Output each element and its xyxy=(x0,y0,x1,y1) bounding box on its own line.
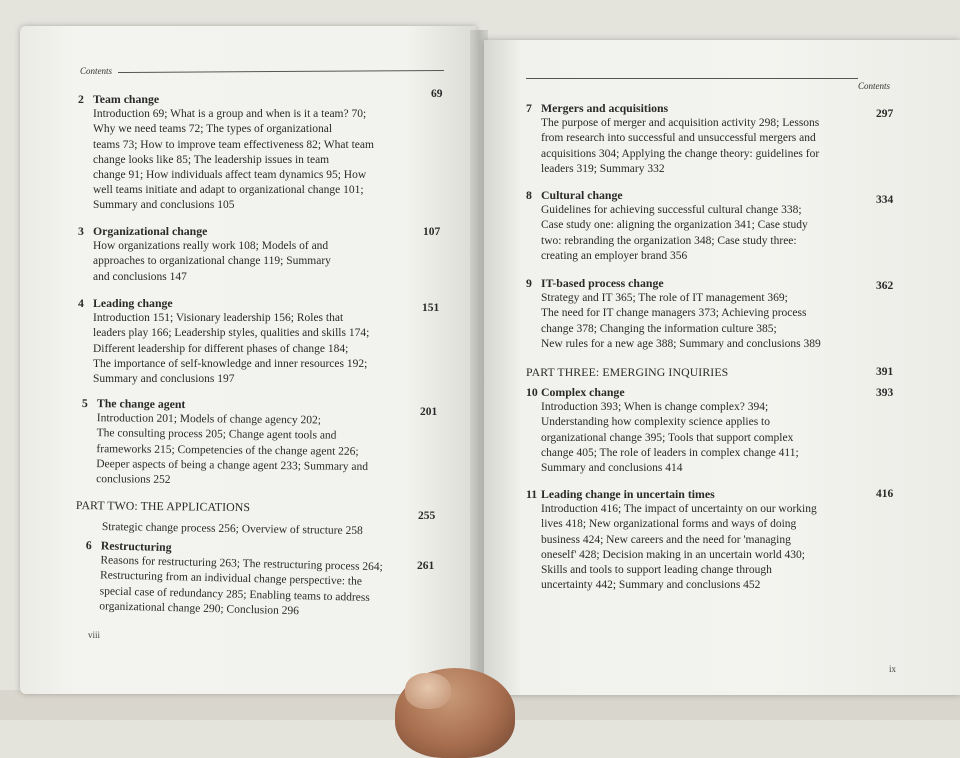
page-number: 334 xyxy=(876,194,894,206)
entry-line: teams 73; How to improve team effectiveness 82; What team xyxy=(93,138,374,151)
toc-entry-2 xyxy=(78,92,418,214)
entry-line: business 424; New careers and the need for 'managing xyxy=(541,533,791,546)
entry-line: Guidelines for achieving successful cultural change 338; xyxy=(541,204,802,217)
entry-line: Introduction 151; Visionary leadership 156; Roles that xyxy=(93,312,344,325)
entry-line: change 91; How individuals affect team dynamics 95; How xyxy=(93,169,367,182)
page-number: 297 xyxy=(876,108,894,120)
entry-line: Summary and conclusions 105 xyxy=(93,199,235,212)
toc-entry-11 xyxy=(526,487,876,593)
toc-entry-10 xyxy=(526,385,871,476)
toc-entry-4 xyxy=(78,296,428,387)
toc-entry-9 xyxy=(526,276,876,352)
toc-entry-7 xyxy=(526,101,871,177)
entry-line: change 378; Changing the information culture 385; xyxy=(541,322,777,335)
page-number: 151 xyxy=(422,302,440,314)
page-number: 391 xyxy=(876,366,894,378)
entry-line: Deeper aspects of being a change agent 233; Summary and xyxy=(96,457,369,473)
entry-line: organizational change 395; Tools that support complex xyxy=(541,431,794,444)
left-page xyxy=(20,26,476,694)
chapter-title[interactable]: Team change xyxy=(93,92,160,106)
entry-line: Understanding how complexity science applies to xyxy=(541,416,770,429)
entry-line: Why we need teams 72; The types of organizational xyxy=(93,123,333,136)
page-number: 201 xyxy=(420,406,438,418)
right-page xyxy=(484,40,960,695)
part-two-overview: Strategic change process 256; Overview of structure 258 xyxy=(101,520,363,538)
entry-line: well teams initiate and adapt to organizational change 101; xyxy=(93,184,364,197)
right-header-rule xyxy=(526,78,858,79)
entry-line: leaders play 166; Leadership styles, qualities and skills 174; xyxy=(93,327,370,340)
entry-line: Introduction 201; Models of change agency 202; xyxy=(96,412,322,427)
entry-line: special case of redundancy 285; Enabling teams to address xyxy=(99,584,370,604)
page-number: 393 xyxy=(876,387,894,399)
entry-line: frameworks 215; Competencies of the change agent 226; xyxy=(96,442,359,458)
part-three-heading[interactable]: PART THREE: EMERGING INQUIRIES xyxy=(526,365,729,379)
entry-line: creating an employer brand 356 xyxy=(541,249,688,262)
chapter-number: 2 xyxy=(78,92,84,106)
entry-line: leaders 319; Summary 332 xyxy=(541,162,665,175)
page-number: 416 xyxy=(876,488,894,500)
entry-line: lives 418; New organizational forms and ways of doing xyxy=(541,518,797,531)
right-running-head: Contents xyxy=(858,81,891,91)
chapter-number: 10 xyxy=(526,385,538,399)
entry-line: oneself' 428; Decision making in an uncertain world 430; xyxy=(541,548,805,561)
toc-entry-5 xyxy=(81,396,432,491)
entry-line: and conclusions 147 xyxy=(93,270,187,283)
chapter-title[interactable]: Cultural change xyxy=(541,188,623,202)
entry-line: Introduction 393; When is change complex? 394; xyxy=(541,401,769,414)
chapter-number: 8 xyxy=(526,188,532,202)
thumbnail xyxy=(405,673,451,709)
left-header-rule xyxy=(118,70,444,73)
entry-line: change 405; The role of leaders in complex change 411; xyxy=(541,446,799,459)
chapter-number: 5 xyxy=(81,396,88,411)
entry-line: organizational change 290; Conclusion 296 xyxy=(99,600,300,618)
chapter-number: 11 xyxy=(526,487,538,501)
entry-line: Strategy and IT 365; The role of IT management 369; xyxy=(541,292,788,305)
chapter-number: 4 xyxy=(78,296,84,310)
entry-line: conclusions 252 xyxy=(96,473,171,486)
toc-entry-6 xyxy=(84,538,446,623)
entry-line: Summary and conclusions 197 xyxy=(93,373,235,386)
entry-line: How organizations really work 108; Models of and xyxy=(93,240,329,253)
entry-line: The purpose of merger and acquisition activity 298; Lessons xyxy=(541,117,820,130)
page-number: 261 xyxy=(417,560,435,572)
chapter-number: 3 xyxy=(78,224,84,238)
part-two-heading[interactable]: PART TWO: THE APPLICATIONS xyxy=(75,498,251,515)
entry-line: two: rebranding the organization 348; Case study three: xyxy=(541,234,797,247)
entry-line: The need for IT change managers 373; Achieving process xyxy=(541,307,807,320)
entry-line: The consulting process 205; Change agent tools and xyxy=(96,427,337,443)
entry-line: Case study one: aligning the organization 341; Case study xyxy=(541,219,808,232)
entry-line: Restructuring from an individual change perspective: the xyxy=(99,569,363,589)
entry-line: from research into successful and unsuccessful mergers and xyxy=(541,132,816,145)
entry-line: change looks like 85; The leadership issues in team xyxy=(93,153,330,166)
left-folio: viii xyxy=(88,630,101,640)
chapter-title[interactable]: Organizational change xyxy=(93,224,208,238)
chapter-title[interactable]: Complex change xyxy=(541,385,625,399)
chapter-title[interactable]: Leading change in uncertain times xyxy=(541,487,715,501)
chapter-title[interactable]: Restructuring xyxy=(100,538,172,555)
chapter-title[interactable]: Mergers and acquisitions xyxy=(541,101,669,115)
entry-line: Different leadership for different phases of change 184; xyxy=(93,342,349,355)
chapter-number: 9 xyxy=(526,276,532,290)
entry-line: New rules for a new age 388; Summary and conclusions 389 xyxy=(541,337,821,350)
chapter-title[interactable]: The change agent xyxy=(96,396,186,412)
entry-line: acquisitions 304; Applying the change theory: guidelines for xyxy=(541,147,820,160)
toc-entry-3 xyxy=(78,224,418,285)
entry-line: Introduction 416; The impact of uncertainty on our working xyxy=(541,503,817,516)
left-running-head: Contents xyxy=(80,66,113,76)
chapter-title[interactable]: Leading change xyxy=(93,296,173,310)
chapter-title[interactable]: IT-based process change xyxy=(541,276,664,290)
page-number: 362 xyxy=(876,280,894,292)
entry-line: The importance of self-knowledge and inner resources 192; xyxy=(93,357,368,370)
chapter-number: 7 xyxy=(526,101,532,115)
right-folio: ix xyxy=(889,664,897,674)
chapter-number: 6 xyxy=(85,538,92,553)
entry-line: Reasons for restructuring 263; The restructuring process 264; xyxy=(100,554,383,574)
toc-entry-8 xyxy=(526,188,871,264)
page-number: 255 xyxy=(418,510,436,522)
page-number: 69 xyxy=(431,88,443,100)
entry-line: uncertainty 442; Summary and conclusions 452 xyxy=(541,579,761,592)
entry-line: Summary and conclusions 414 xyxy=(541,462,683,475)
entry-line: Introduction 69; What is a group and when is it a team? 70; xyxy=(93,108,367,121)
entry-line: Skills and tools to support leading change through xyxy=(541,564,772,577)
page-number: 107 xyxy=(423,226,441,238)
entry-line: approaches to organizational change 119; Summary xyxy=(93,255,331,268)
